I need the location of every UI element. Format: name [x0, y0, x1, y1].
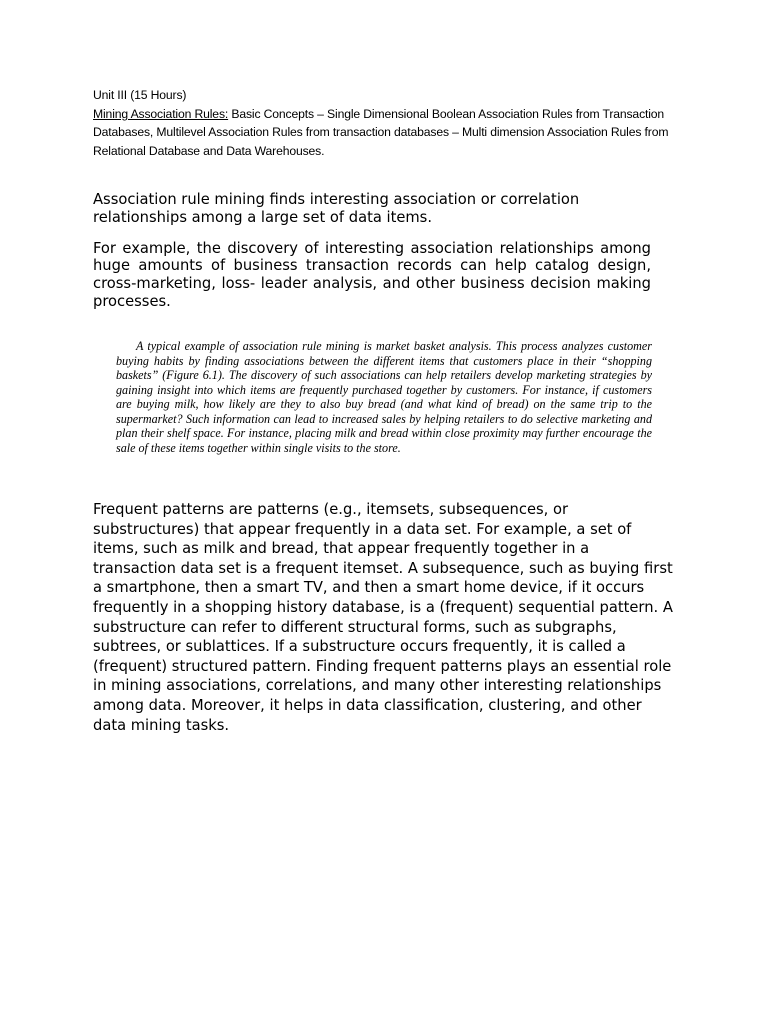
market-basket-quote: A typical example of association rule mining is market basket analysis. This process analyzes customer buying habits by finding associations between the different items that customers place in their “shopping baskets” (Figure 6.1). The discovery of such associations can help retailers develop marketing strategies by gaining insight into which items are frequently purchased together by customers. For instance, if customers are buying milk, how likely are they to also buy bread (and what kind of bread) on the same trip to the supermarket? Such information can lead to increased sales by helping retailers to do selective marketing and plan their shelf space. For instance, placing milk and bread within close proximity may further encourage the sale of these items together within single visits to the store. — [116, 339, 652, 455]
syllabus-header — [93, 86, 683, 161]
frequent-patterns-paragraph: Frequent patterns are patterns (e.g., itemsets, subsequences, or substructures) that appear frequently in a data set. For example, a set of items, such as milk and bread, that appear frequently together in a transaction data set is a frequent itemset. A subsequence, such as buying first a smartphone, then a smart TV, and then a smart home device, if it occurs frequently in a shopping history database, is a (frequent) sequential pattern. A substructure can refer to different structural forms, such as subgraphs, subtrees, or sublattices. If a substructure occurs frequently, it is called a (frequent) structured pattern. Finding frequent patterns plays an essential role in mining associations, correlations, and many other interesting relationships among data. Moreover, it helps in data classification, clustering, and other data mining tasks. — [93, 501, 673, 734]
topic-description: Basic Concepts – Single Dimensional Boolean Association Rules from Transaction Databases, Multilevel Association Rules from transaction databases – Multi dimension Association Rules from Relational Database and Data Warehouses. — [93, 106, 669, 159]
topic-label: Mining Association Rules: — [93, 106, 229, 121]
intro-paragraph: Association rule mining finds interesting association or correlation relationships among a large set of data items. — [93, 191, 580, 227]
example-paragraph: For example, the discovery of interesting association relationships among huge amounts of business transaction records can help catalog design, cross-marketing, loss- leader analysis, and other business decision making processes. — [93, 239, 651, 310]
unit-heading: Unit III (15 Hours) — [93, 88, 187, 102]
